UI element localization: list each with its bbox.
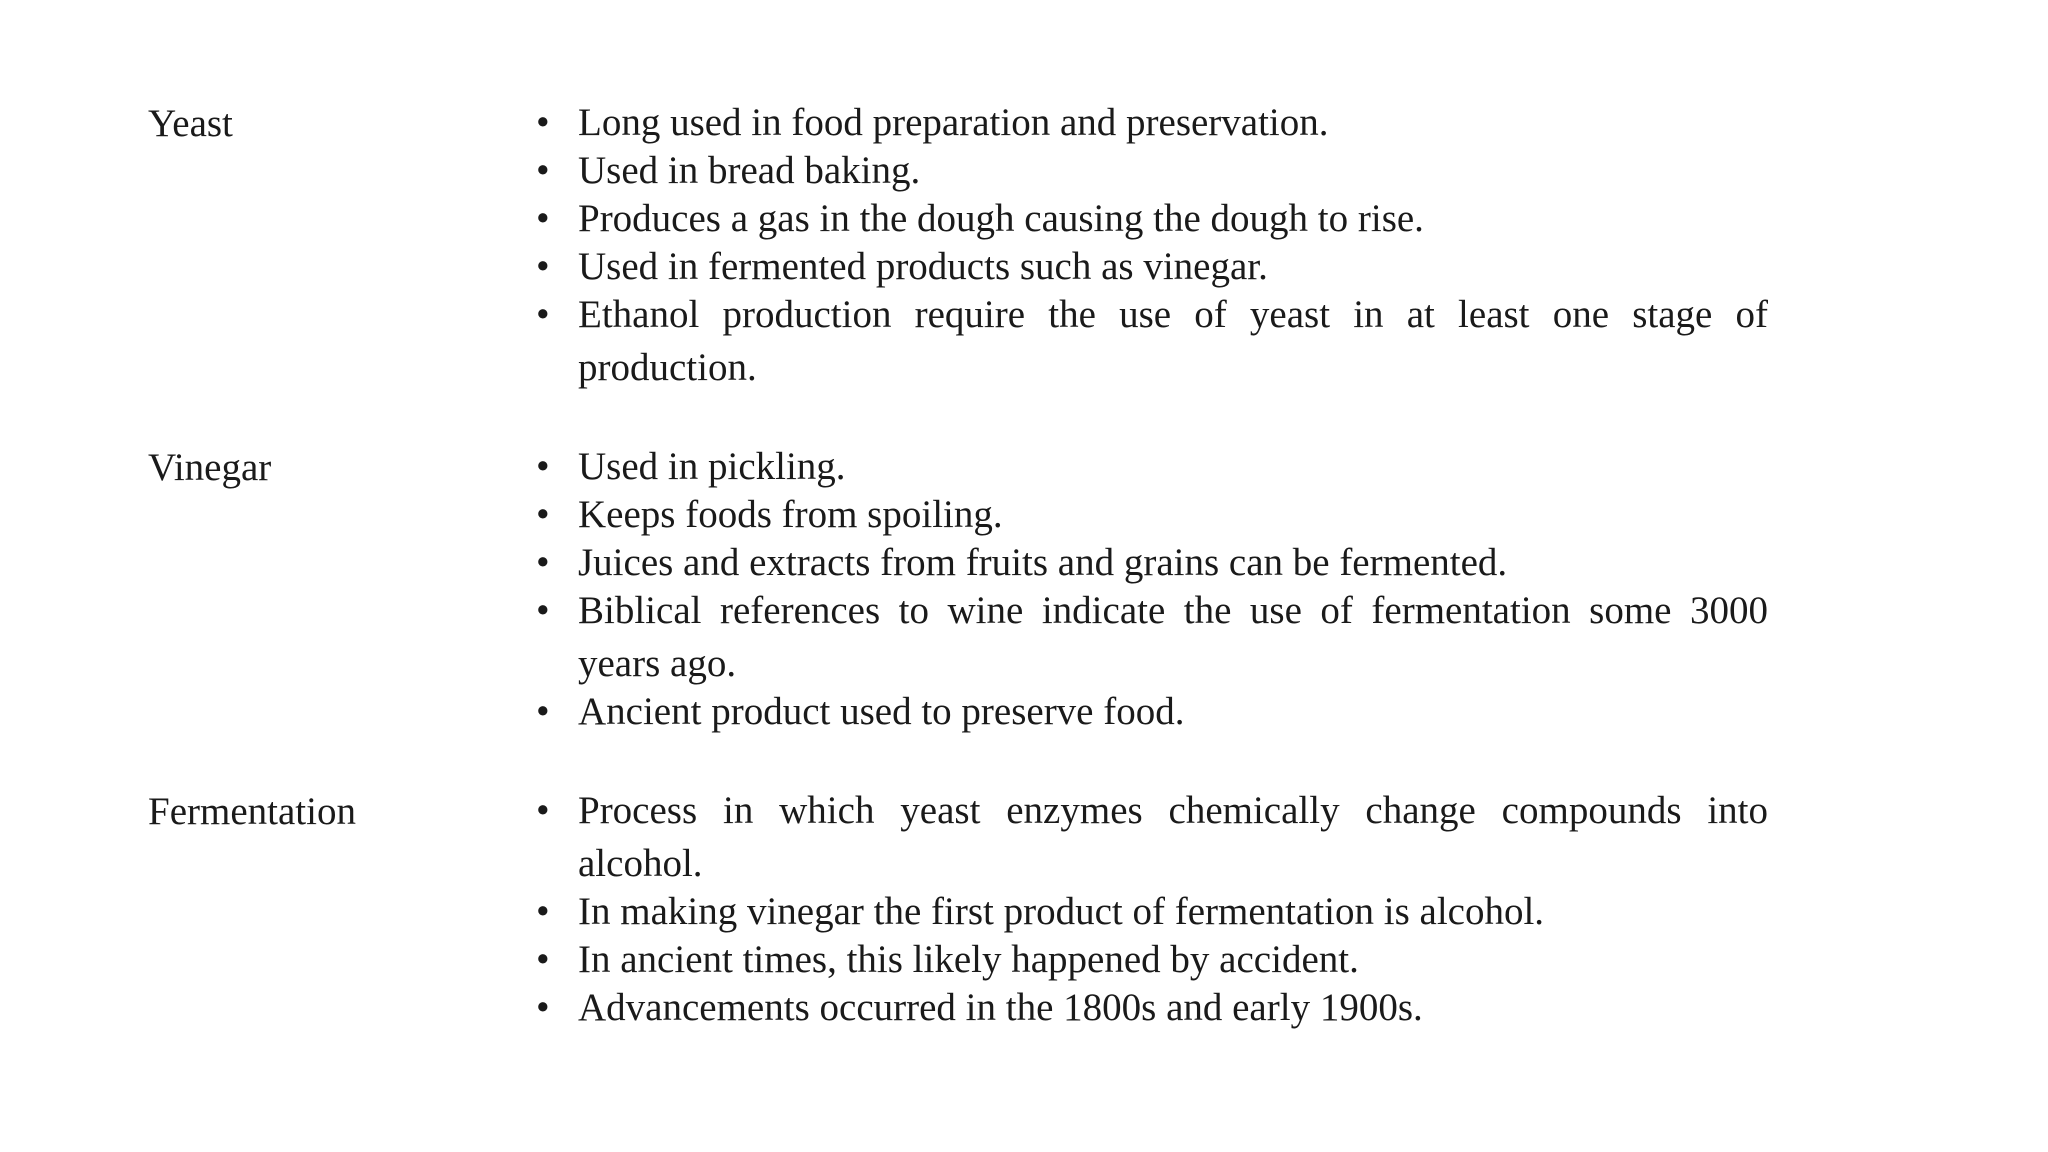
bullet-icon: •: [536, 890, 550, 933]
bullet-list: [536, 784, 1768, 1029]
term-label: Yeast: [148, 102, 233, 145]
list-item: [536, 685, 1768, 738]
list-item-text: Ancient product used to preserve food.: [578, 690, 1185, 733]
list-item-text: Juices and extracts from fruits and grains can be fermented.: [578, 541, 1508, 584]
list-item: [536, 536, 1768, 589]
bullet-icon: •: [536, 541, 550, 584]
list-item: [536, 885, 1768, 938]
bullet-icon: •: [536, 245, 550, 288]
list-item: [536, 981, 1768, 1034]
list-item: [536, 144, 1768, 197]
bullet-icon: •: [536, 938, 550, 981]
bullet-icon: •: [536, 690, 550, 733]
bullet-icon: •: [536, 986, 550, 1029]
bullet-list: [536, 96, 1768, 389]
list-item: [536, 440, 1768, 493]
list-item-text: Used in bread baking.: [578, 149, 921, 192]
list-item-text: Long used in food preparation and preservation.: [578, 101, 1329, 144]
bullet-icon: •: [536, 149, 550, 192]
list-item-text: In making vinegar the first product of fermentation is alcohol.: [578, 890, 1545, 933]
bullet-icon: •: [536, 789, 550, 832]
list-item-text: Produces a gas in the dough causing the dough to rise.: [578, 197, 1424, 240]
list-item: [536, 933, 1768, 986]
list-item: [536, 192, 1768, 245]
list-item: [536, 240, 1768, 293]
list-item-text: Keeps foods from spoiling.: [578, 493, 1003, 536]
bullet-icon: •: [536, 493, 550, 536]
bullet-list: [536, 440, 1768, 733]
bullet-icon: •: [536, 197, 550, 240]
term-label: Vinegar: [148, 446, 272, 489]
list-item-text: In ancient times, this likely happened by accident.: [578, 938, 1359, 981]
list-item-text: Advancements occurred in the 1800s and early 1900s.: [578, 986, 1423, 1029]
list-item-text: Process in which yeast enzymes chemically change compounds into alcohol.: [578, 789, 1768, 885]
list-item-text: Ethanol production require the use of yeast in at least one stage of production.: [578, 293, 1768, 389]
bullet-icon: •: [536, 445, 550, 488]
bullet-icon: •: [536, 589, 550, 632]
list-item-text: Used in pickling.: [578, 445, 846, 488]
term-label: Fermentation: [148, 790, 356, 833]
list-item: [536, 488, 1768, 541]
list-item: [536, 288, 1768, 394]
bullet-icon: •: [536, 293, 550, 336]
bullet-icon: •: [536, 101, 550, 144]
list-item: [536, 96, 1768, 149]
list-item: [536, 584, 1768, 690]
list-item: [536, 784, 1768, 890]
list-item-text: Biblical references to wine indicate the use of fermentation some 3000 years ago.: [578, 589, 1768, 685]
list-item-text: Used in fermented products such as vinegar.: [578, 245, 1268, 288]
